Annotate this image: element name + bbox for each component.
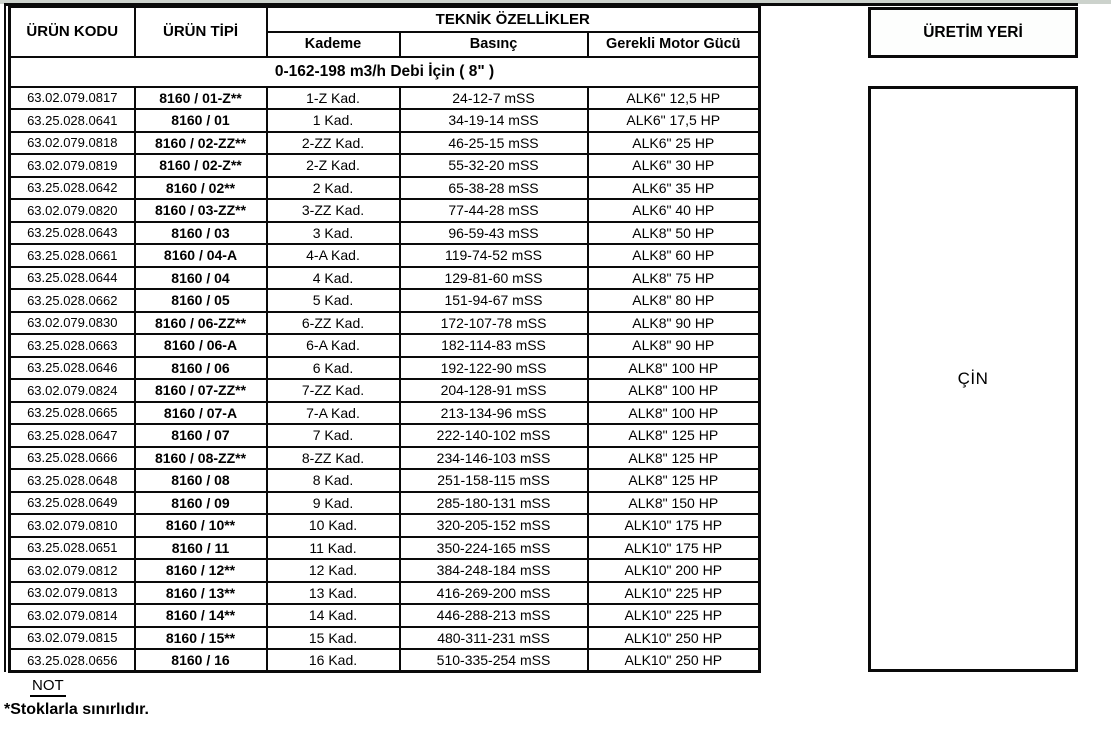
motor-power-cell: ALK8" 150 HP <box>588 492 760 515</box>
table-row <box>10 627 760 650</box>
stage-cell: 2 Kad. <box>267 177 400 200</box>
column-header-stage: Kademe <box>267 32 400 57</box>
stage-cell: 5 Kad. <box>267 289 400 312</box>
product-code-cell: 63.25.028.0642 <box>10 177 135 200</box>
motor-power-cell: ALK6" 12,5 HP <box>588 87 760 110</box>
stage-cell: 3 Kad. <box>267 222 400 245</box>
product-code-cell: 63.02.079.0830 <box>10 312 135 335</box>
motor-power-cell: ALK6" 30 HP <box>588 154 760 177</box>
table-row <box>10 87 760 110</box>
pressure-cell: 65-38-28 mSS <box>400 177 588 200</box>
table-row <box>10 312 760 335</box>
column-header-product-type: ÜRÜN TİPİ <box>135 7 267 57</box>
table-row <box>10 244 760 267</box>
stage-cell: 8-ZZ Kad. <box>267 447 400 470</box>
product-code-cell: 63.25.028.0663 <box>10 334 135 357</box>
stage-cell: 7-A Kad. <box>267 402 400 425</box>
motor-power-cell: ALK8" 125 HP <box>588 447 760 470</box>
motor-power-cell: ALK8" 125 HP <box>588 424 760 447</box>
pressure-cell: 129-81-60 mSS <box>400 267 588 290</box>
pressure-cell: 119-74-52 mSS <box>400 244 588 267</box>
stage-cell: 4-A Kad. <box>267 244 400 267</box>
motor-power-cell: ALK8" 100 HP <box>588 402 760 425</box>
motor-power-cell: ALK6" 35 HP <box>588 177 760 200</box>
product-type-cell: 8160 / 10** <box>135 514 267 537</box>
product-code-cell: 63.25.028.0661 <box>10 244 135 267</box>
product-code-cell: 63.02.079.0814 <box>10 604 135 627</box>
pressure-cell: 320-205-152 mSS <box>400 514 588 537</box>
product-type-cell: 8160 / 06-ZZ** <box>135 312 267 335</box>
stage-cell: 15 Kad. <box>267 627 400 650</box>
product-type-cell: 8160 / 06 <box>135 357 267 380</box>
table-row <box>10 154 760 177</box>
motor-power-cell: ALK8" 80 HP <box>588 289 760 312</box>
product-type-cell: 8160 / 16 <box>135 649 267 672</box>
origin-column-header: ÜRETİM YERİ <box>868 7 1078 58</box>
pressure-cell: 480-311-231 mSS <box>400 627 588 650</box>
product-type-cell: 8160 / 01-Z** <box>135 87 267 110</box>
table-row <box>10 267 760 290</box>
table-row <box>10 379 760 402</box>
outer-left-border <box>4 3 6 672</box>
stock-limited-note: *Stoklarla sınırlıdır. <box>4 701 149 718</box>
table-row <box>10 424 760 447</box>
product-code-cell: 63.02.079.0810 <box>10 514 135 537</box>
pressure-cell: 192-122-90 mSS <box>400 357 588 380</box>
product-type-cell: 8160 / 07-A <box>135 402 267 425</box>
product-code-cell: 63.25.028.0649 <box>10 492 135 515</box>
product-code-cell: 63.25.028.0651 <box>10 537 135 560</box>
stage-cell: 14 Kad. <box>267 604 400 627</box>
stage-cell: 9 Kad. <box>267 492 400 515</box>
motor-power-cell: ALK10" 175 HP <box>588 537 760 560</box>
product-code-cell: 63.02.079.0813 <box>10 582 135 605</box>
column-header-product-code: ÜRÜN KODU <box>10 7 135 57</box>
table-row <box>10 177 760 200</box>
stage-cell: 7 Kad. <box>267 424 400 447</box>
product-type-cell: 8160 / 01 <box>135 109 267 132</box>
pressure-cell: 446-288-213 mSS <box>400 604 588 627</box>
table-row <box>10 649 760 672</box>
motor-power-cell: ALK10" 200 HP <box>588 559 760 582</box>
motor-power-cell: ALK8" 100 HP <box>588 379 760 402</box>
product-type-cell: 8160 / 02-Z** <box>135 154 267 177</box>
motor-power-cell: ALK8" 90 HP <box>588 334 760 357</box>
product-code-cell: 63.25.028.0647 <box>10 424 135 447</box>
stage-cell: 1-Z Kad. <box>267 87 400 110</box>
product-type-cell: 8160 / 02-ZZ** <box>135 132 267 155</box>
pressure-cell: 510-335-254 mSS <box>400 649 588 672</box>
table-row <box>10 447 760 470</box>
pressure-cell: 285-180-131 mSS <box>400 492 588 515</box>
stage-cell: 12 Kad. <box>267 559 400 582</box>
product-type-cell: 8160 / 02** <box>135 177 267 200</box>
pressure-cell: 96-59-43 mSS <box>400 222 588 245</box>
motor-power-cell: ALK6" 25 HP <box>588 132 760 155</box>
stage-cell: 6-A Kad. <box>267 334 400 357</box>
product-type-cell: 8160 / 08-ZZ** <box>135 447 267 470</box>
product-code-cell: 63.25.028.0641 <box>10 109 135 132</box>
motor-power-cell: ALK6" 40 HP <box>588 199 760 222</box>
motor-power-cell: ALK6" 17,5 HP <box>588 109 760 132</box>
column-header-tech-specs: TEKNİK ÖZELLİKLER <box>267 7 760 32</box>
stage-cell: 2-Z Kad. <box>267 154 400 177</box>
table-row <box>10 109 760 132</box>
pressure-cell: 384-248-184 mSS <box>400 559 588 582</box>
pressure-cell: 222-140-102 mSS <box>400 424 588 447</box>
table-row <box>10 492 760 515</box>
flow-range-band: 0-162-198 m3/h Debi İçin ( 8" ) <box>10 57 760 87</box>
motor-power-cell: ALK8" 50 HP <box>588 222 760 245</box>
pressure-cell: 55-32-20 mSS <box>400 154 588 177</box>
motor-power-cell: ALK8" 90 HP <box>588 312 760 335</box>
stage-cell: 6 Kad. <box>267 357 400 380</box>
pressure-cell: 34-19-14 mSS <box>400 109 588 132</box>
table-row <box>10 582 760 605</box>
stage-cell: 4 Kad. <box>267 267 400 290</box>
product-code-cell: 63.25.028.0643 <box>10 222 135 245</box>
product-type-cell: 8160 / 11 <box>135 537 267 560</box>
pressure-cell: 46-25-15 mSS <box>400 132 588 155</box>
motor-power-cell: ALK10" 225 HP <box>588 582 760 605</box>
product-type-cell: 8160 / 05 <box>135 289 267 312</box>
product-code-cell: 63.25.028.0665 <box>10 402 135 425</box>
table-row <box>10 514 760 537</box>
note-heading: NOT <box>30 677 66 697</box>
stage-cell: 11 Kad. <box>267 537 400 560</box>
pressure-cell: 172-107-78 mSS <box>400 312 588 335</box>
product-type-cell: 8160 / 12** <box>135 559 267 582</box>
stage-cell: 16 Kad. <box>267 649 400 672</box>
product-code-cell: 63.02.079.0815 <box>10 627 135 650</box>
product-type-cell: 8160 / 06-A <box>135 334 267 357</box>
product-type-cell: 8160 / 07 <box>135 424 267 447</box>
motor-power-cell: ALK10" 250 HP <box>588 627 760 650</box>
product-code-cell: 63.25.028.0646 <box>10 357 135 380</box>
pressure-cell: 77-44-28 mSS <box>400 199 588 222</box>
stage-cell: 3-ZZ Kad. <box>267 199 400 222</box>
table-body <box>10 87 760 672</box>
table-row <box>10 357 760 380</box>
table-row <box>10 132 760 155</box>
table-row <box>10 289 760 312</box>
motor-power-cell: ALK8" 125 HP <box>588 469 760 492</box>
product-type-cell: 8160 / 13** <box>135 582 267 605</box>
stage-cell: 6-ZZ Kad. <box>267 312 400 335</box>
stage-cell: 8 Kad. <box>267 469 400 492</box>
spec-table <box>8 5 761 673</box>
pressure-cell: 350-224-165 mSS <box>400 537 588 560</box>
column-header-pressure: Basınç <box>400 32 588 57</box>
pressure-cell: 213-134-96 mSS <box>400 402 588 425</box>
stage-cell: 1 Kad. <box>267 109 400 132</box>
product-code-cell: 63.25.028.0666 <box>10 447 135 470</box>
column-header-motor-power: Gerekli Motor Gücü <box>588 32 760 57</box>
product-code-cell: 63.25.028.0662 <box>10 289 135 312</box>
stage-cell: 7-ZZ Kad. <box>267 379 400 402</box>
pressure-cell: 24-12-7 mSS <box>400 87 588 110</box>
table-row <box>10 222 760 245</box>
table-row <box>10 469 760 492</box>
pressure-cell: 251-158-115 mSS <box>400 469 588 492</box>
motor-power-cell: ALK8" 75 HP <box>588 267 760 290</box>
product-type-cell: 8160 / 03 <box>135 222 267 245</box>
motor-power-cell: ALK10" 225 HP <box>588 604 760 627</box>
table-row <box>10 334 760 357</box>
product-code-cell: 63.02.079.0817 <box>10 87 135 110</box>
pressure-cell: 234-146-103 mSS <box>400 447 588 470</box>
table-row <box>10 537 760 560</box>
motor-power-cell: ALK8" 100 HP <box>588 357 760 380</box>
product-code-cell: 63.02.079.0812 <box>10 559 135 582</box>
product-code-cell: 63.25.028.0656 <box>10 649 135 672</box>
product-type-cell: 8160 / 08 <box>135 469 267 492</box>
table-row <box>10 604 760 627</box>
table-row <box>10 559 760 582</box>
motor-power-cell: ALK10" 250 HP <box>588 649 760 672</box>
product-type-cell: 8160 / 14** <box>135 604 267 627</box>
stage-cell: 10 Kad. <box>267 514 400 537</box>
table-row <box>10 402 760 425</box>
motor-power-cell: ALK8" 60 HP <box>588 244 760 267</box>
origin-value: ÇİN <box>868 86 1078 672</box>
product-code-cell: 63.25.028.0648 <box>10 469 135 492</box>
product-type-cell: 8160 / 04 <box>135 267 267 290</box>
stage-cell: 2-ZZ Kad. <box>267 132 400 155</box>
product-type-cell: 8160 / 07-ZZ** <box>135 379 267 402</box>
pressure-cell: 204-128-91 mSS <box>400 379 588 402</box>
pressure-cell: 151-94-67 mSS <box>400 289 588 312</box>
product-type-cell: 8160 / 15** <box>135 627 267 650</box>
pressure-cell: 416-269-200 mSS <box>400 582 588 605</box>
product-code-cell: 63.02.079.0818 <box>10 132 135 155</box>
product-type-cell: 8160 / 04-A <box>135 244 267 267</box>
product-code-cell: 63.02.079.0824 <box>10 379 135 402</box>
pressure-cell: 182-114-83 mSS <box>400 334 588 357</box>
stage-cell: 13 Kad. <box>267 582 400 605</box>
product-code-cell: 63.02.079.0819 <box>10 154 135 177</box>
product-code-cell: 63.25.028.0644 <box>10 267 135 290</box>
product-type-cell: 8160 / 03-ZZ** <box>135 199 267 222</box>
motor-power-cell: ALK10" 175 HP <box>588 514 760 537</box>
table-row <box>10 199 760 222</box>
product-code-cell: 63.02.079.0820 <box>10 199 135 222</box>
product-type-cell: 8160 / 09 <box>135 492 267 515</box>
